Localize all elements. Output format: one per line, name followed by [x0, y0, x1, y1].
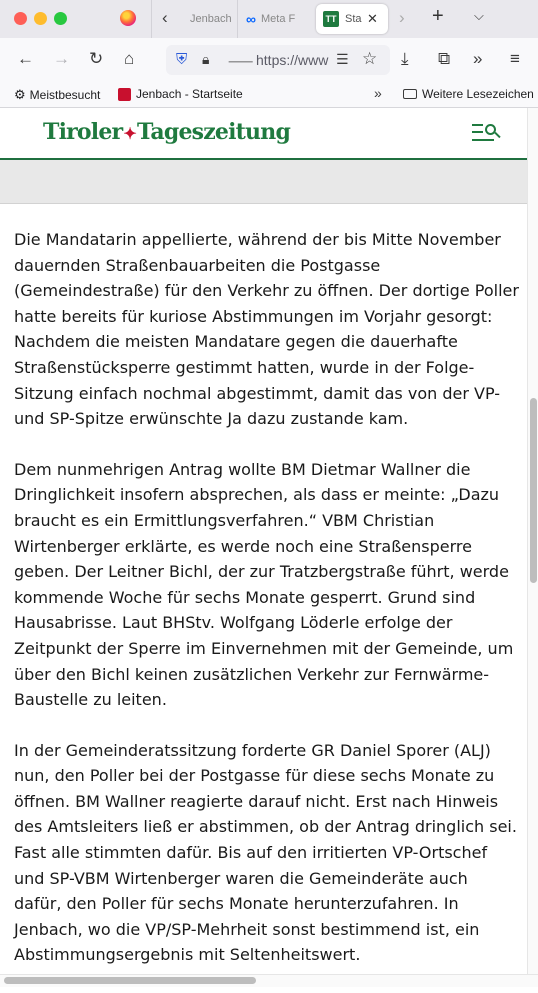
vertical-scrollbar-thumb[interactable]: [530, 398, 537, 583]
tab-label: Meta F: [260, 13, 296, 25]
forward-arrow-icon[interactable]: →: [53, 49, 70, 68]
tab-label: Sta: [345, 13, 362, 25]
jenbach-favicon-icon: [118, 88, 131, 101]
menu-line: [472, 124, 483, 126]
tab-divider: [237, 0, 238, 38]
gear-icon: ⚙: [14, 87, 26, 102]
menu-line: [472, 139, 494, 141]
reader-view-icon[interactable]: ☰: [336, 51, 349, 67]
bookmarks-overflow-icon[interactable]: »: [374, 85, 382, 101]
bookmark-star-icon[interactable]: ☆: [362, 49, 378, 68]
site-logo[interactable]: [43, 119, 290, 145]
overflow-chevron-icon[interactable]: »: [473, 49, 483, 68]
ad-placeholder: [0, 160, 527, 204]
extensions-icon[interactable]: ⧉: [438, 49, 451, 68]
key-icon[interactable]: ⸺: [228, 53, 254, 70]
menu-line: [472, 131, 483, 133]
search-icon-handle: [494, 132, 500, 138]
bookmark-label: Jenbach - Startseite: [136, 87, 243, 101]
site-header: [0, 108, 527, 160]
tab-label: Jenbach: [190, 13, 232, 25]
tt-favicon-icon: TT: [323, 11, 339, 27]
tab-meta[interactable]: [246, 5, 308, 33]
folder-icon: [403, 89, 417, 99]
shield-icon[interactable]: ⛨: [176, 51, 188, 68]
download-icon[interactable]: ⤓: [401, 49, 409, 68]
bookmarks-toolbar: [0, 82, 538, 108]
article-paragraph: Die Mandatarin appellierte, während der bis Mitte November dauernden Straßenbauarbeiten die Postgasse (Gemeindestraße) für den Verkehr zu öffnen. Der dortige Poller hatte bereits für kuriose Abstimmungen im Vorjahr gesorgt: Nachdem die meisten Mandatare gegen die dauerhafte Straßenstücksperre gestimmt hatten, wurde in der Folge-Sitzung einfach nochmal abgestimmt, damit das von der VP- und SP-Spitze erwünschte Ja dazu zustande kam.: [14, 230, 519, 429]
bookmark-other[interactable]: [403, 87, 534, 101]
bookmark-jenbach-startseite[interactable]: [118, 87, 243, 101]
logo-text-part1: Tiroler: [43, 119, 123, 145]
tab-active[interactable]: [316, 4, 388, 34]
url-bar[interactable]: [166, 45, 390, 75]
back-arrow-icon[interactable]: ←: [17, 49, 34, 68]
tab-scroll-right-icon[interactable]: ›: [399, 8, 405, 27]
close-tab-icon[interactable]: ✕: [367, 11, 378, 26]
tab-jenbach[interactable]: [184, 5, 232, 33]
bookmark-meistbesucht[interactable]: [14, 87, 100, 103]
bookmark-label: Meistbesucht: [29, 88, 101, 102]
lock-icon[interactable]: 🔒︎: [202, 51, 210, 67]
horizontal-scrollbar-thumb[interactable]: [4, 977, 256, 984]
home-icon[interactable]: ⌂: [124, 49, 135, 68]
eagle-icon: ✦: [123, 124, 136, 143]
firefox-view-icon[interactable]: [120, 10, 136, 26]
chevron-down-icon[interactable]: ⌵: [474, 8, 484, 23]
hamburger-menu-icon[interactable]: ≡: [510, 49, 520, 68]
tab-scroll-left-icon[interactable]: ‹: [162, 8, 168, 27]
tab-divider: [151, 0, 152, 38]
article-paragraph: In der Gemeinderatssitzung forderte GR Daniel Sporer (ALJ) nun, den Poller bei der Postgasse für diese sechs Monate zu öffnen. BM Wallner reagierte darauf nicht. Erst nach Hinweis des Amtsleiters ließ er abstimmen, ob der Antrag dringlich sei. Fast alle stimmten dafür. Bis auf den irritierten VP-Ortschef und SP-VBM Wirtenberger waren die Gemeinderäte auch dafür, den Poller für sechs Monate herunterzufahren. In Jenbach, wo die VP/SP-Mehrheit sonst bestimmend ist, ein Abstimmungsergebnis mit Seltenheitswert.: [14, 740, 517, 965]
menu-search-button[interactable]: [472, 122, 502, 144]
tab-strip: [0, 0, 538, 38]
meta-logo-icon: ∞: [246, 11, 256, 27]
logo-text-part2: Tageszeitung: [136, 119, 291, 145]
reload-icon[interactable]: ↻: [89, 49, 104, 68]
url-text[interactable]: https://www: [256, 52, 329, 68]
window-zoom-button[interactable]: [54, 12, 67, 25]
window-minimize-button[interactable]: [34, 12, 47, 25]
article-body: [14, 227, 520, 993]
navigation-toolbar: [0, 38, 538, 82]
new-tab-icon[interactable]: +: [432, 5, 444, 27]
window-close-button[interactable]: [14, 12, 27, 25]
article-paragraph: Dem nunmehrigen Antrag wollte BM Dietmar Wallner die Dringlichkeit insofern absprechen, als dass er meinte: „Dazu braucht es ein Ermittlungsverfahren.“ VBM Christian Wirtenberger erklärte, es werde noch eine Straßensperre geben. Der Leitner Bichl, der zur Tratzbergstraße führt, werde kommende Woche für sechs Monate gesperrt. Grund sind Hausabrisse. Laut BHStv. Wolfgang Löderle erfolge der Zeitpunkt der Sperre im Einvernehmen mit der Gemeinde, um über den Bichl keinen zusätzlichen Verkehr zur Fernwärme-Baustelle zu leiten.: [14, 459, 514, 710]
bookmark-label: Weitere Lesezeichen: [422, 87, 534, 101]
